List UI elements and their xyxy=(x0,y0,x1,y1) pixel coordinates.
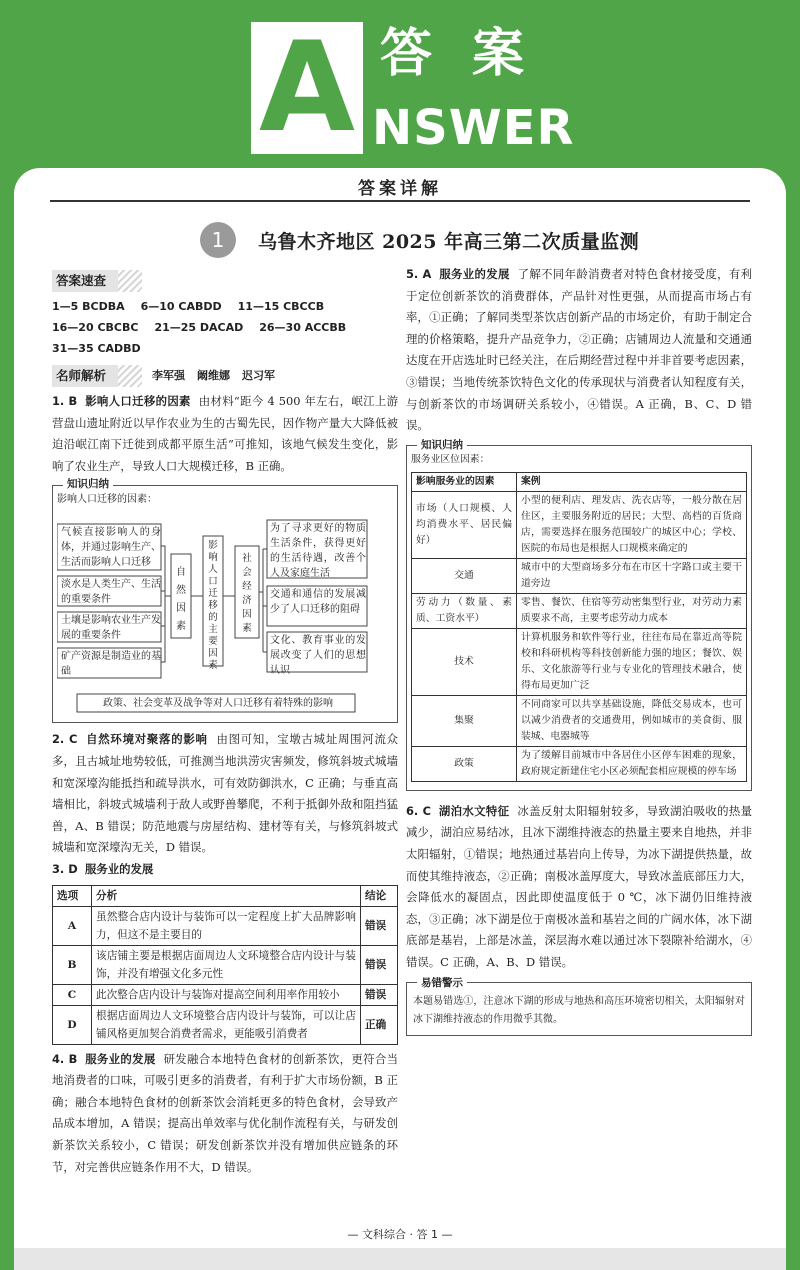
q1-explanation: 1. B 影响人口迁移的因素 由材料“距今 4 500 年左右，岷江上游营盘山遗址附近以早作农业为生的古蜀先民，因作物产量大大降低被迫沿岷江南下迁徙到成都平原生活”可推知，该地气候发生变化，影响了农业生产，导致人口大规模迁移，B 正确。 xyxy=(52,394,398,473)
factor-water: 淡水是人类生产、生活的重要条件 xyxy=(61,579,161,606)
quick-answers xyxy=(52,296,398,359)
factor-culture: 文化、教育事业的发展改变了人们的思想认识 xyxy=(270,635,366,677)
table-row: B 该店铺主要是根据店面周边人文环境整合店内设计与装饰，并没有增强文化多元性 错误 xyxy=(53,945,398,984)
q5-explanation: 5. A 服务业的发展 了解不同年龄消费者对特色食材接受度，有利于定位创新茶饮的消费群体，产品针对性更强，从而提高市场占有率，①正确；了解同类型茶饮店创新产品的市场定价，有助于制定合理的价格策略，提升产品竞争力，②正确；店铺周边人流量和交通通达度在开店选址时已经关注，在后期经营过程中并非首要考虑因素，③错误；当地传统茶饮特色文化的传承现状与消费者认知程度有关，与创新茶饮的市场调研关系较小，④错误。A 正确，B、C、D 错误。 xyxy=(406,267,752,433)
left-column xyxy=(52,270,398,1178)
factor-policy: 政策、社会变革及战争等对人口迁移有着特殊的影响 xyxy=(103,698,333,710)
factor-mineral: 矿产资源是制造业的基础 xyxy=(61,651,161,678)
exam-heading xyxy=(200,222,639,258)
answer-paper xyxy=(14,168,786,1270)
analysis-heading-row xyxy=(52,365,398,387)
quick-answers-header: 答案速查 xyxy=(52,270,142,292)
migration-factors-box xyxy=(52,478,398,723)
social-factors-label: 社会经济因素 xyxy=(242,553,252,635)
table-row: 技术 计算机服务和软件等行业，往往布局在靠近高等院校和科研机构等科技创新能力强的地区；餐饮、娱乐、文化旅游等行业与专业化的管理技术融合，使得布局更加广泛 xyxy=(412,628,747,695)
table-row: A 虽然整合店内设计与装饰可以一定程度上扩大品牌影响力，但这不是主要目的 错误 xyxy=(53,906,398,945)
knowledge-tag: 知识归纳 xyxy=(63,477,113,492)
banner-title-en: NSWER xyxy=(372,100,575,156)
knowledge-tag: 知识归纳 xyxy=(417,437,467,453)
table-header-row: 选项 分析 结论 xyxy=(53,885,398,906)
bottom-bar xyxy=(14,1248,786,1270)
banner-title-cn: 答案 xyxy=(380,24,565,84)
answer-row: 1—5 BCDBA 6—10 CABDD 11—15 CBCCB xyxy=(52,300,325,313)
main-factors-label: 影响人口迁移的主要因素 xyxy=(208,540,218,672)
q2-explanation: 2. C 自然环境对聚落的影响 由图可知，宝墩古城址周围河流众多，且古城址地势较低，可推测当地洪涝灾害频发，修筑斜坡式城墙和宽深壕沟能抵挡和疏导洪水，可有效防御洪水，C 正确；与垂直高墙相比，斜坡式城墙利于敌人或野兽攀爬，不利于抵御外敌和阻挡猛兽，A、B 错误；防范地震与房屋结构、建材等有关，与修筑斜坡式城墙和宽深壕沟无关，D 错误。 xyxy=(52,732,398,855)
table-row: 市场（人口规模、人均消费水平、居民偏好） 小型的便利店、理发店、洗衣店等，一般分散在居住区，主要服务附近的居民；大型、高档的百货商店，需要选择在服务范围较广的城区中心；学校、医院的布局也是根据人口规模来确定的 xyxy=(412,491,747,558)
natural-factors-label: 自然因素 xyxy=(176,567,186,633)
answer-row: 31—35 CADBD xyxy=(52,342,141,355)
mistake-tag: 易错警示 xyxy=(417,974,467,992)
banner-letter-a: A xyxy=(251,22,363,154)
factor-climate: 气候直接影响人的身体，并通过影响生产、生活而影响人口迁移 xyxy=(61,527,161,569)
kb1-intro: 影响人口迁移的因素： xyxy=(57,494,157,506)
answer-row: 16—20 CBCBC 21—25 DACAD 26—30 ACCBB xyxy=(52,321,347,334)
table-row: 交通 城市中的大型商场多分布在市区十字路口或主要干道旁边 xyxy=(412,558,747,593)
table-header-row: 影响服务业的因素 案例 xyxy=(412,472,747,491)
table-row: C 此次整合店内设计与装饰对提高空间利用率作用较小 错误 xyxy=(53,984,398,1005)
service-factors-table xyxy=(411,472,747,782)
q3-analysis-table xyxy=(52,885,398,1045)
mistake-text: 本题易错选①，注意冰下湖的形成与地热和高压环境密切相关，太阳辐射对冰下湖维持液态的作用微乎其微。 xyxy=(413,995,745,1025)
q4-explanation: 4. B 服务业的发展 研发融合本地特色食材的创新茶饮，更符合当地消费者的口味，可吸引更多的消费者，有利于扩大市场份额，B 正确；融合本地特色食材的创新茶饮会消耗更多的特色食材，会导致产品成本增加，A 错误；提高出单效率与优化制作流程有关，与研发创新茶饮关系较小，C 错误；研发创新茶饮并没有增加供应链条的环节，对完善供应链条作用不大，D 错误。 xyxy=(52,1051,398,1174)
q6-explanation: 6. C 湖泊水文特征 冰盖反射太阳辐射较多，导致湖泊吸收的热量减少，湖泊应易结冰，且冰下湖维持液态的热量主要来自地热，并非太阳辐射，①错误；地热通过基岩向上传导，为冰下湖提供热量，故而使其维持液态，②正确；南极冰盖厚度大，导致冰盖底部压力大，会降低水的凝固点，因此即使温度低于 0 ℃，冰下湖仍旧维持液态，③正确；冰下湖是位于南极冰盖和基岩之间的广阔水体，冰下湖底部是基岩，上部是冰盖，深层海水难以通过冰下裂隙补给湖水，④错误。C 正确，A、B、D 错误。 xyxy=(406,803,752,969)
title-divider xyxy=(50,200,750,202)
exam-number-badge: 1 xyxy=(200,222,236,258)
kb2-intro: 服务业区位因素： xyxy=(411,453,490,465)
right-column xyxy=(406,264,752,1042)
service-factors-box xyxy=(406,438,752,791)
table-row: 集聚 不同商家可以共享基础设施，降低交易成本，也可以减少消费者的交通费用，例如城市的美食街、服装城、电器城等 xyxy=(412,695,747,746)
paper-title: 答案详解 xyxy=(358,179,442,199)
factor-transport: 交通和通信的发展减少了人口迁移的阻碍 xyxy=(270,589,366,616)
q3-explanation: 3. D 服务业的发展 xyxy=(52,861,154,876)
analysis-header: 名师解析 xyxy=(52,365,142,387)
teacher-names: 李军强 阚维娜 迟习军 xyxy=(152,369,275,383)
exam-title: 乌鲁木齐地区 2025 年高三第二次质量监测 xyxy=(258,230,640,253)
table-row: 政策 为了缓解目前城市中各居住小区停车困难的现象，政府规定新建住宅小区必须配套相应规模的停车场 xyxy=(412,746,747,781)
page-footer: — 文科综合 · 答 1 — xyxy=(347,1228,453,1241)
factor-living: 为了寻求更好的物质生活条件，获得更好的生活待遇，改善个人及家庭生活 xyxy=(270,523,366,580)
table-row: 劳动力（数量、素质、工资水平） 零售、餐饮、住宿等劳动密集型行业，对劳动力素质要求不高，主要考虑劳动力成本 xyxy=(412,593,747,628)
factor-soil: 土壤是影响农业生产发展的重要条件 xyxy=(61,615,161,642)
table-row: D 根据店面周边人文环境整合店内设计与装饰，可以让店铺风格更加契合消费者需求，更能吸引消费者 正确 xyxy=(53,1005,398,1044)
common-mistake-box xyxy=(406,976,752,1036)
